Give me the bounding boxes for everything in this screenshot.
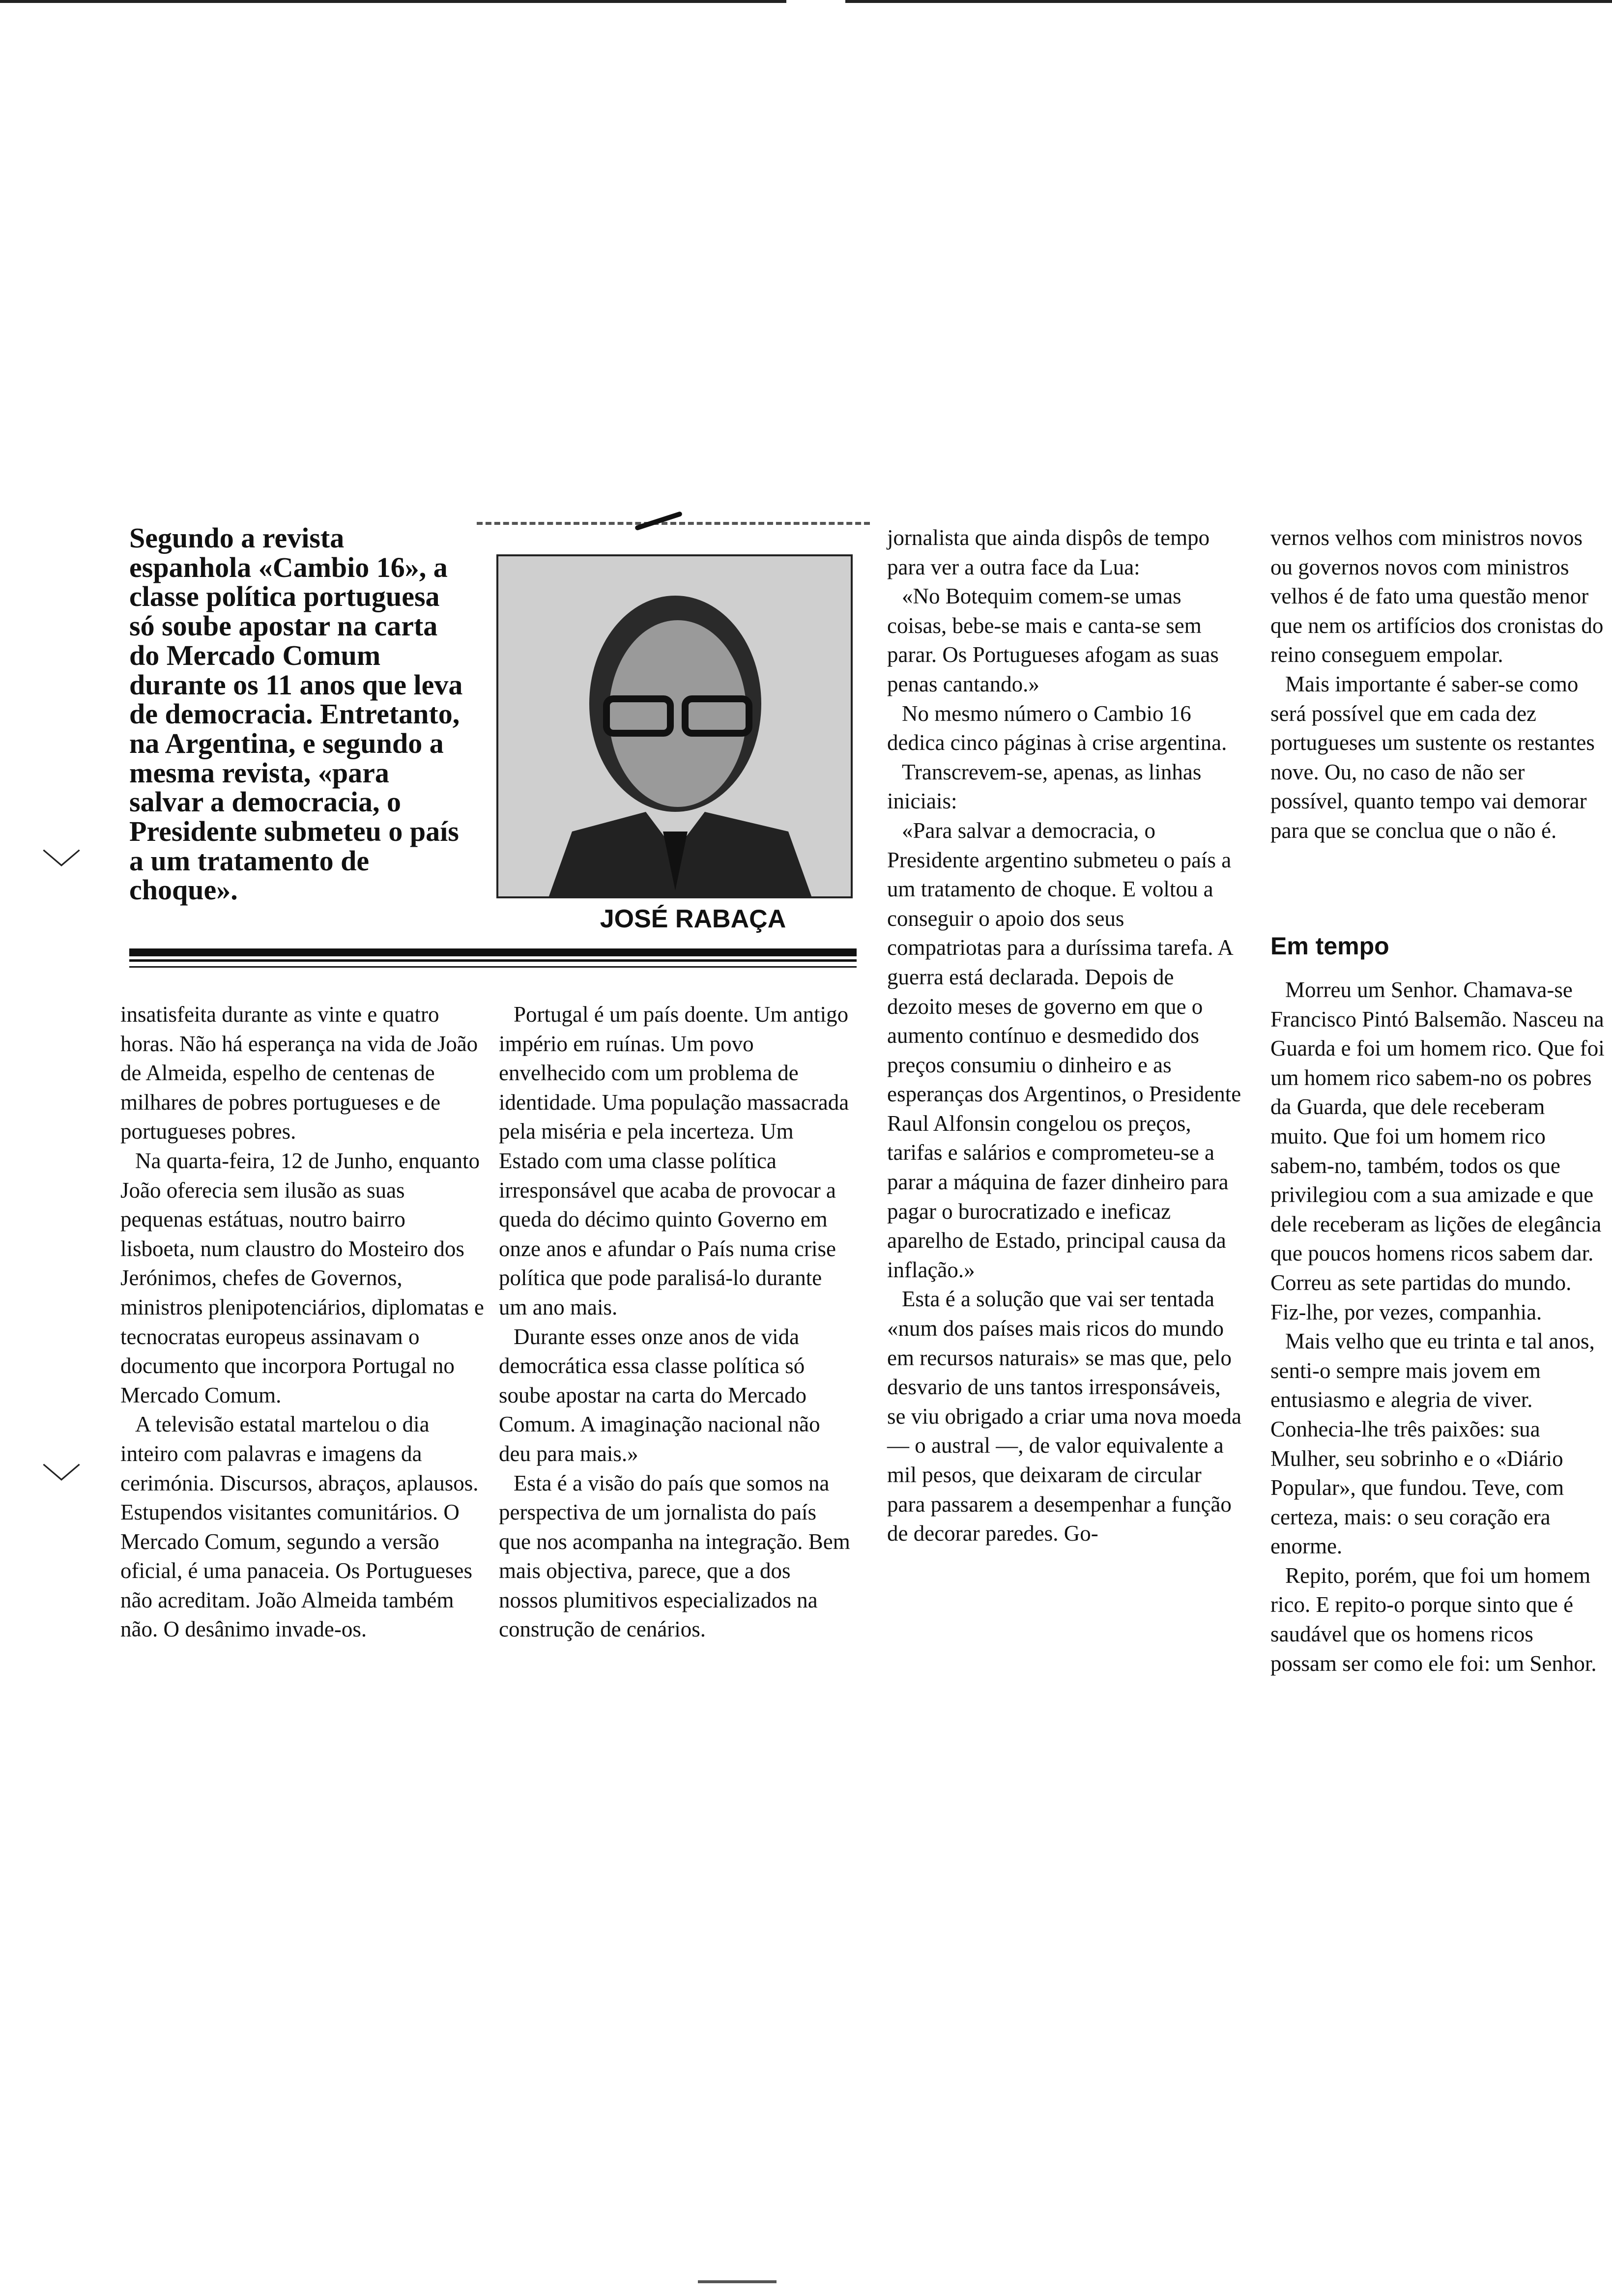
- paragraph: «No Botequim comem-se umas coisas, bebe-se mais e canta-se sem parar. Os Portugueses afogam as suas penas cantando.»: [887, 584, 1219, 696]
- paragraph: insatisfeita durante as vinte e quatro horas. Não há esperança na vida de João de Almeida, espelho de centenas de milhares de pobres portugueses e de portugueses pobres.: [120, 1002, 478, 1144]
- portrait-image: [498, 556, 853, 898]
- paragraph: Durante esses onze anos de vida democrática essa classe política só soube apostar na carta do Mercado Comum. A imaginação nacional não deu para mais.»: [499, 1324, 820, 1466]
- article-column-4: [1270, 523, 1605, 846]
- top-rule-left: [0, 0, 786, 3]
- paragraph: Transcrevem-se, apenas, as linhas iniciais:: [887, 759, 1202, 814]
- lead-paragraph: Segundo a revista espanhola «Cambio 16», a classe política portuguesa só soube apostar na carta do Mercado Comum durante os 11 anos que leva de democracia. Entretanto, na Argentina, e segundo a mesma revista, «para salvar a democracia, o Presidente submeteu o país a um tratamento de choque».: [129, 522, 463, 906]
- author-photo: [496, 554, 853, 898]
- divider-thick: [129, 948, 857, 956]
- paragraph: Mais importante é saber-se como será possível que em cada dez portugueses um sustente os restantes nove. Ou, no caso de não ser possível, quanto tempo vai demorar para que se conclua que o não é.: [1270, 671, 1595, 843]
- margin-check-mark: ﹀: [42, 848, 81, 891]
- article-column-2: [499, 1000, 853, 1644]
- paragraph: Repito, porém, que foi um homem rico. E repito-o porque sinto que é saudável que os homens ricos possam ser como ele foi: um Senhor.: [1270, 1563, 1597, 1676]
- section-subhead: Em tempo: [1270, 932, 1389, 960]
- paragraph: No mesmo número o Cambio 16 dedica cinco páginas à crise argentina.: [887, 701, 1227, 755]
- article-column-1: [120, 1000, 484, 1644]
- paragraph: Esta é a visão do país que somos na perspectiva de um jornalista do país que nos acompanha na integração. Bem mais objectiva, parece, que a dos nossos plumitivos especializados na construção de cenários.: [499, 1470, 850, 1642]
- paragraph: vernos velhos com ministros novos ou governos novos com ministros velhos é de fato uma questão menor que nem os artifícios dos cronistas do reino conseguem empolar.: [1270, 525, 1604, 667]
- divider-thin: [129, 966, 857, 968]
- paragraph: Morreu um Senhor. Chamava-se Francisco Pintó Balsemão. Nasceu na Guarda e foi um homem rico. Que foi um homem rico sabem-no os pobres da Guarda, que dele receberam muito. Que foi um homem rico sabem-no, também, todos os que privilegiou com a sua amizade e que dele receberam as lições de elegância que poucos homens ricos sabem dar. Correu as sete partidas do mundo. Fiz-lhe, por vezes, companhia.: [1270, 977, 1605, 1324]
- paragraph: Mais velho que eu trinta e tal anos, senti-o sempre mais jovem em entusiasmo e alegria de viver. Conhecia-lhe três paixões: sua Mulher, seu sobrinho e o «Diário Popular», que fundou. Teve, com certeza, mais: o seu coração era enorme.: [1270, 1329, 1595, 1559]
- author-byline: JOSÉ RABAÇA: [600, 905, 786, 933]
- margin-check-mark: ﹀: [42, 1463, 81, 1506]
- paragraph: A televisão estatal martelou o dia inteiro com palavras e imagens da cerimónia. Discursos, abraços, aplausos. Estupendos visitantes comunitários. O Mercado Comum, segundo a versão oficial, é uma panaceia. Os Portugueses não acreditam. João Almeida também não. O desânimo invade-os.: [120, 1412, 479, 1642]
- article-column-3: [887, 523, 1243, 1549]
- divider-thin: [129, 959, 857, 962]
- article-column-4-continued: [1270, 976, 1605, 1678]
- paragraph: Portugal é um país doente. Um antigo império em ruínas. Um povo envelhecido com um problema de identidade. Uma população massacrada pela miséria e pela incerteza. Um Estado com uma classe política irresponsável que acaba de provocar a queda do décimo quinto Governo em onze anos e afundar o País numa crise política que pode paralisá-lo durante um ano mais.: [499, 1002, 849, 1320]
- paragraph: jornalista que ainda dispôs de tempo para ver a outra face da Lua:: [887, 525, 1210, 579]
- dashed-rule: [477, 522, 870, 530]
- paragraph: Na quarta-feira, 12 de Junho, enquanto João oferecia sem ilusão as suas pequenas estátuas, noutro bairro lisboeta, num claustro do Mosteiro dos Jerónimos, chefes de Governos, ministros plenipotenciários, diplomatas e tecnocratas europeus assinavam o documento que incorpora Portugal no Mercado Comum.: [120, 1148, 484, 1407]
- paragraph: Esta é a solução que vai ser tentada «num dos países mais ricos do mundo em recursos naturais» se mas que, pelo desvario de uns tantos irresponsáveis, se viu obrigado a criar uma nova moeda — o austral —, de valor equivalente a mil pesos, que deixaram de circular para passarem a desempenhar a função de decorar paredes. Go-: [887, 1287, 1241, 1546]
- bottom-smudge: [698, 2280, 777, 2283]
- top-rule-right: [845, 0, 1612, 3]
- paragraph: «Para salvar a democracia, o Presidente argentino submeteu o país a um tratamento de choque. E voltou a conseguir o apoio dos seus compatriotas para a duríssima tarefa. A guerra está declarada. Depois de dezoito meses de governo em que o aumento contínuo e desmedido dos preços consumiu o dinheiro e as esperanças dos Argentinos, o Presidente Raul Alfonsin congelou os preços, tarifas e salários e comprometeu-se a parar a máquina de fazer dinheiro para pagar o burocratizado e ineficaz aparelho de Estado, principal causa da inflação.»: [887, 818, 1241, 1282]
